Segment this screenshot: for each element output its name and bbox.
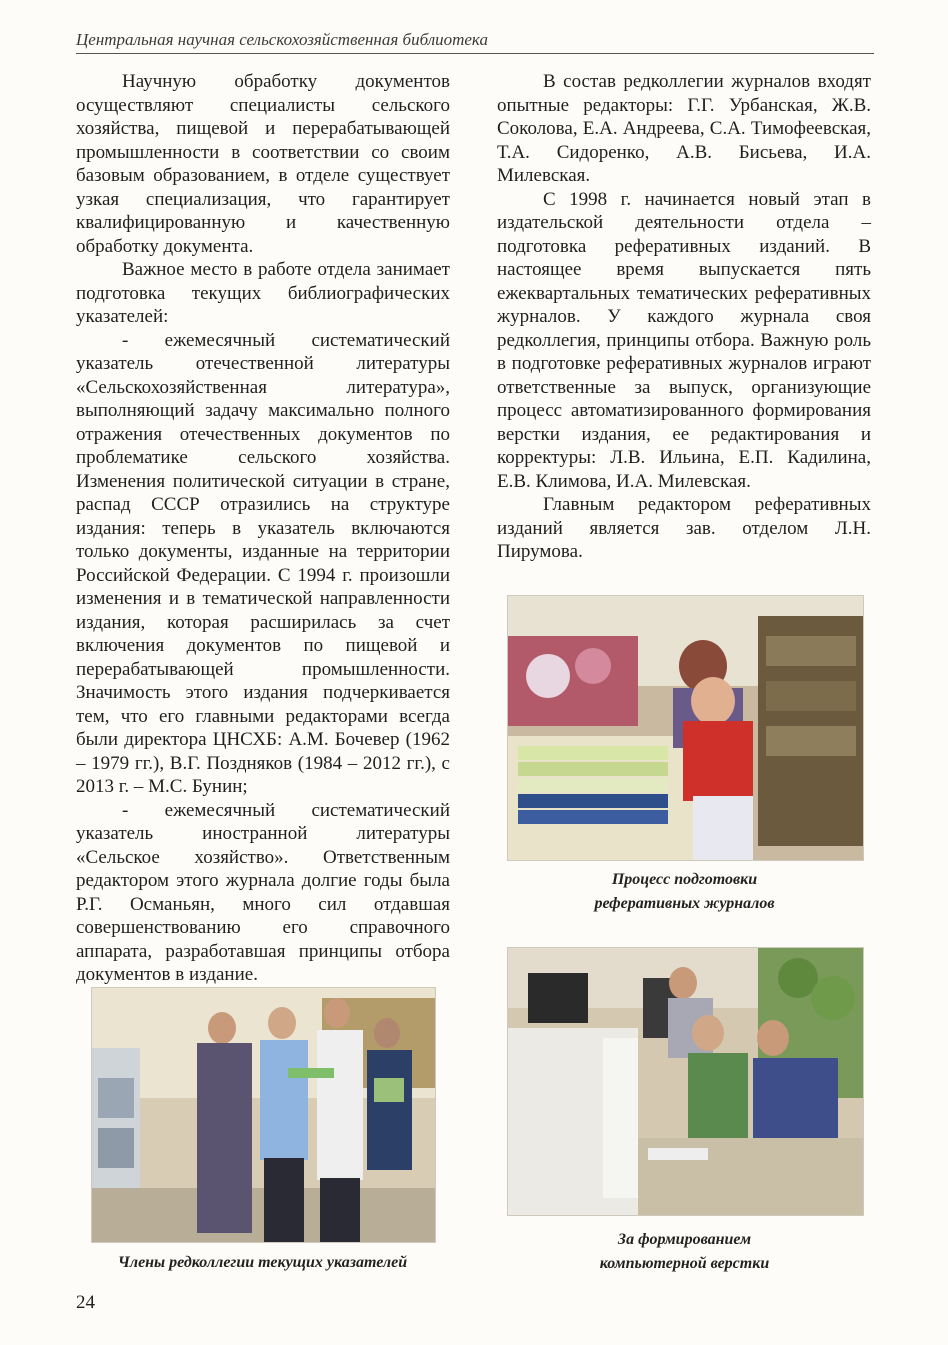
- right-text-column: [497, 70, 871, 564]
- page-number: 24: [76, 1292, 95, 1313]
- paragraph: Важное место в работе отдела занимает подготовка текущих библиографических указателей:: [76, 259, 450, 327]
- paragraph: Главным редактором реферативных изданий является зав. отделом Л.Н. Пирумова.: [497, 494, 871, 562]
- photo-journal-preparation: [507, 595, 864, 861]
- photo-caption: Процесс подготовки реферативных журналов: [594, 871, 775, 912]
- photo-computer-layout: [507, 947, 864, 1216]
- photo-caption: За формированием компьютерной верстки: [599, 1231, 770, 1272]
- paragraph: С 1998 г. начинается новый этап в издательской деятельности отдела – подготовка реферативных изданий. В настоящее время выпускается пять ежеквартальных тематических реферативных журналов. У каждого журнала своя редколлегия, принципы отбора. Важную роль в подготовке реферативных журналов играют ответственные за выпуск, организующие процесс автоматизированного формирования верстки издания, ее редактирования и корректуры: Л.В. Ильина, Е.П. Кадилина, Е.В. Климова, И.А. Милевская.: [497, 188, 871, 492]
- photo-caption: Члены редколлегии текущих указателей: [117, 1254, 408, 1271]
- list-item: - ежемесячный систематический указатель отечественной литературы «Сельскохозяйственная литература», выполняющий задачу максимально полного отражения отечественных документов по проблематике сельского хозяйства. Изменения политической ситуации в стране, распад СССР отразились на структуре издания: теперь в указатель включаются только документы, изданные на территории Российской Федерации. С 1994 г. произошли изменения и в тематической направленности издания, которая расширилась за счет включения документов по пищевой и перерабатывающей промышленности. Значимость этого издания подчеркивается тем, что его главными редакторами всегда были директора ЦНСХБ: А.М. Бочевер (1962 – 1979 гг.), В.Г. Поздняков (1984 – 2012 гг.), с 2013 г. – М.С. Бунин;: [76, 329, 450, 797]
- paragraph: Научную обработку документов осуществляют специалисты сельского хозяйства, пищевой и перерабатывающей промышленности в соответствии со своим базовым образованием, в отделе существует узкая специализация, что гарантирует квалифицированную и качественную обработку документа.: [76, 71, 450, 257]
- photo-editorial-board: [91, 987, 436, 1243]
- left-text-column: [76, 70, 450, 987]
- paragraph: В состав редколлегии журналов входят опытные редакторы: Г.Г. Урбанская, Ж.В. Соколова, Е.А. Андреева, С.А. Тимофеевская, Т.А. Сидоренко, А.В. Бисьева, И.А. Милевская.: [497, 71, 871, 186]
- running-header: Центральная научная сельскохозяйственная библиотека: [76, 30, 874, 54]
- list-item: - ежемесячный систематический указатель иностранной литературы «Сельское хозяйство». Ответственным редактором этого журнала долгие годы была Р.Г. Османьян, много сил отдавшая совершенствованию его справочного аппарата, разработавшая принципы отбора документов в издание.: [76, 799, 450, 985]
